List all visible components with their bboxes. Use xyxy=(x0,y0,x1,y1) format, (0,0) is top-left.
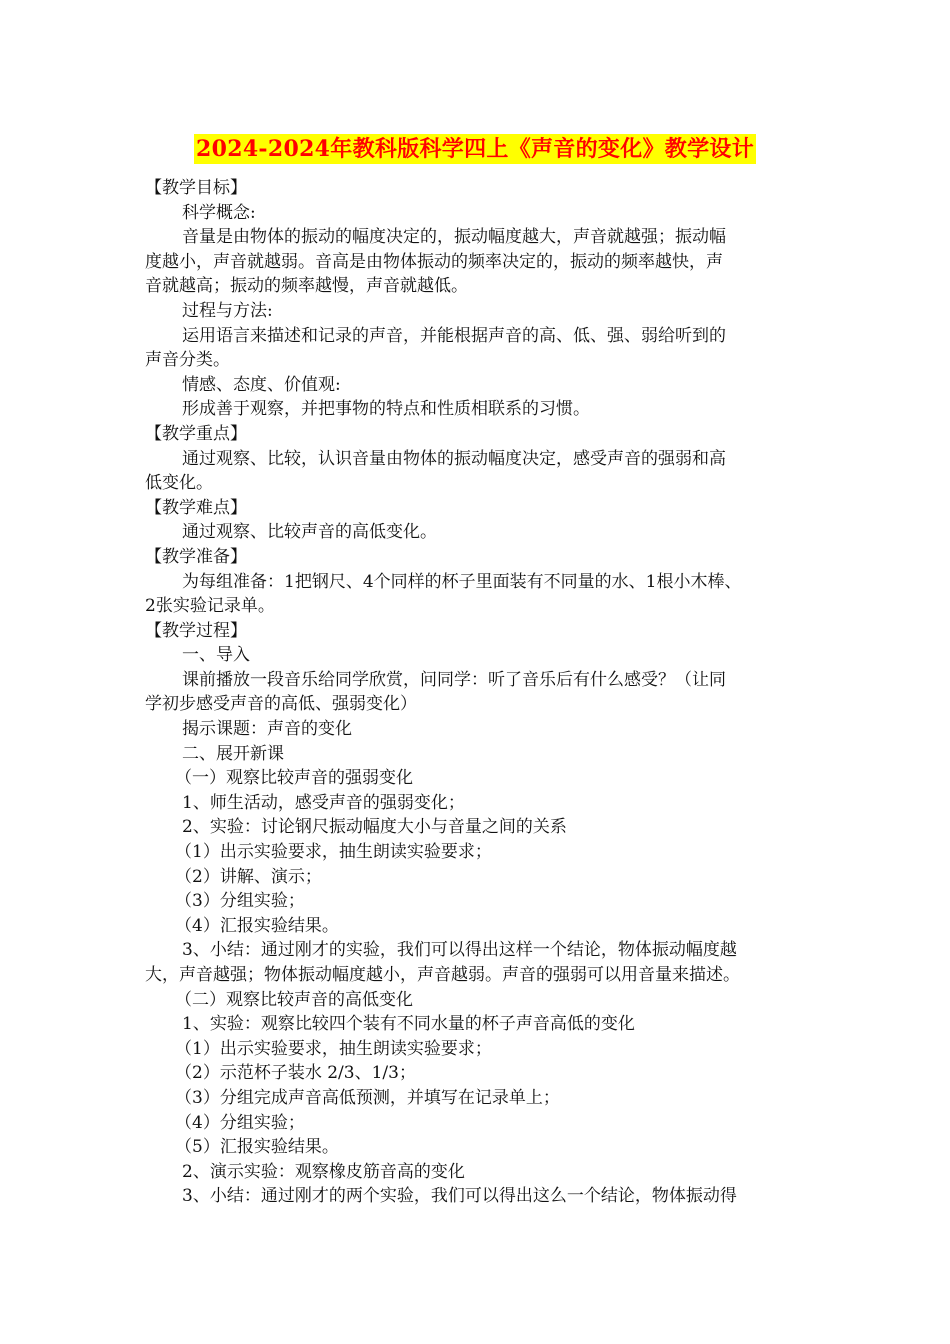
text-line: 为每组准备：1把钢尺、4个同样的杯子里面装有不同量的水、1根小木棒、 xyxy=(182,571,742,592)
text-line: （5）汇报实验结果。 xyxy=(175,1137,339,1158)
text-line: 形成善于观察，并把事物的特点和性质相联系的习惯。 xyxy=(182,399,590,420)
title-container xyxy=(0,134,950,164)
text-line: （二）观察比较声音的高低变化 xyxy=(175,989,413,1010)
text-line: 运用语言来描述和记录的声音，并能根据声音的高、低、强、弱给听到的 xyxy=(182,325,726,346)
text-line: 大，声音越强；物体振动幅度越小，声音越弱。声音的强弱可以用音量来描述。 xyxy=(145,965,740,985)
text-line: （4）汇报实验结果。 xyxy=(175,915,339,936)
text-line: （4）分组实验； xyxy=(175,1112,305,1133)
text-line: 科学概念: xyxy=(182,202,256,223)
text-line: 通过观察、比较，认识音量由物体的振动幅度决定，感受声音的强弱和高 xyxy=(182,448,726,469)
text-line: 音就越高；振动的频率越慢，声音就越低。 xyxy=(145,276,468,297)
text-line: 二、展开新课 xyxy=(182,743,284,764)
text-line: 2张实验记录单。 xyxy=(145,596,275,617)
text-line: 低变化。 xyxy=(145,473,213,494)
text-line: 【教学重点】 xyxy=(145,423,247,444)
text-line: 音量是由物体的振动的幅度决定的，振动幅度越大，声音就越强；振动幅 xyxy=(182,227,726,248)
text-line: 声音分类。 xyxy=(145,350,230,371)
text-line: （一）观察比较声音的强弱变化 xyxy=(175,768,413,789)
text-line: （1）出示实验要求，抽生朗读实验要求； xyxy=(175,1038,492,1059)
text-line: （2）讲解、演示； xyxy=(175,866,322,887)
text-line: （3）分组实验； xyxy=(175,891,305,912)
text-line: 1、实验：观察比较四个装有不同水量的杯子声音高低的变化 xyxy=(182,1014,635,1035)
text-line: 3、小结：通过刚才的实验，我们可以得出这样一个结论，物体振动幅度越 xyxy=(182,940,737,961)
text-line: （3）分组完成声音高低预测，并填写在记录单上； xyxy=(175,1087,560,1108)
text-line: （2）示范杯子装水 2/3、1/3； xyxy=(175,1063,416,1084)
text-line: 1、师生活动，感受声音的强弱变化； xyxy=(182,792,465,813)
text-line: 【教学准备】 xyxy=(145,546,247,567)
document-title: 2024-2024年教科版科学四上《声音的变化》教学设计 xyxy=(196,136,754,162)
text-line: 过程与方法: xyxy=(182,300,273,321)
text-line: 课前播放一段音乐给同学欣赏，问同学：听了音乐后有什么感受？（让同 xyxy=(182,669,726,690)
text-line: 学初步感受声音的高低、强弱变化） xyxy=(145,694,417,715)
text-line: 2、演示实验：观察橡皮筋音高的变化 xyxy=(182,1161,465,1182)
text-line: 通过观察、比较声音的高低变化。 xyxy=(182,522,437,543)
text-line: 度越小，声音就越弱。音高是由物体振动的频率决定的，振动的频率越快，声 xyxy=(145,251,723,272)
text-line: 一、导入 xyxy=(182,645,250,666)
text-line: 【教学过程】 xyxy=(145,620,247,641)
text-line: 2、实验：讨论钢尺振动幅度大小与音量之间的关系 xyxy=(182,817,567,838)
text-line: 情感、态度、价值观: xyxy=(182,374,341,395)
text-line: 【教学难点】 xyxy=(145,497,247,518)
text-line: 【教学目标】 xyxy=(145,178,247,198)
text-line: 揭示课题：声音的变化 xyxy=(182,719,352,740)
document-body xyxy=(145,176,813,1209)
text-line: 3、小结：通过刚才的两个实验，我们可以得出这么一个结论，物体振动得 xyxy=(182,1186,737,1207)
text-line: （1）出示实验要求，抽生朗读实验要求； xyxy=(175,842,492,863)
